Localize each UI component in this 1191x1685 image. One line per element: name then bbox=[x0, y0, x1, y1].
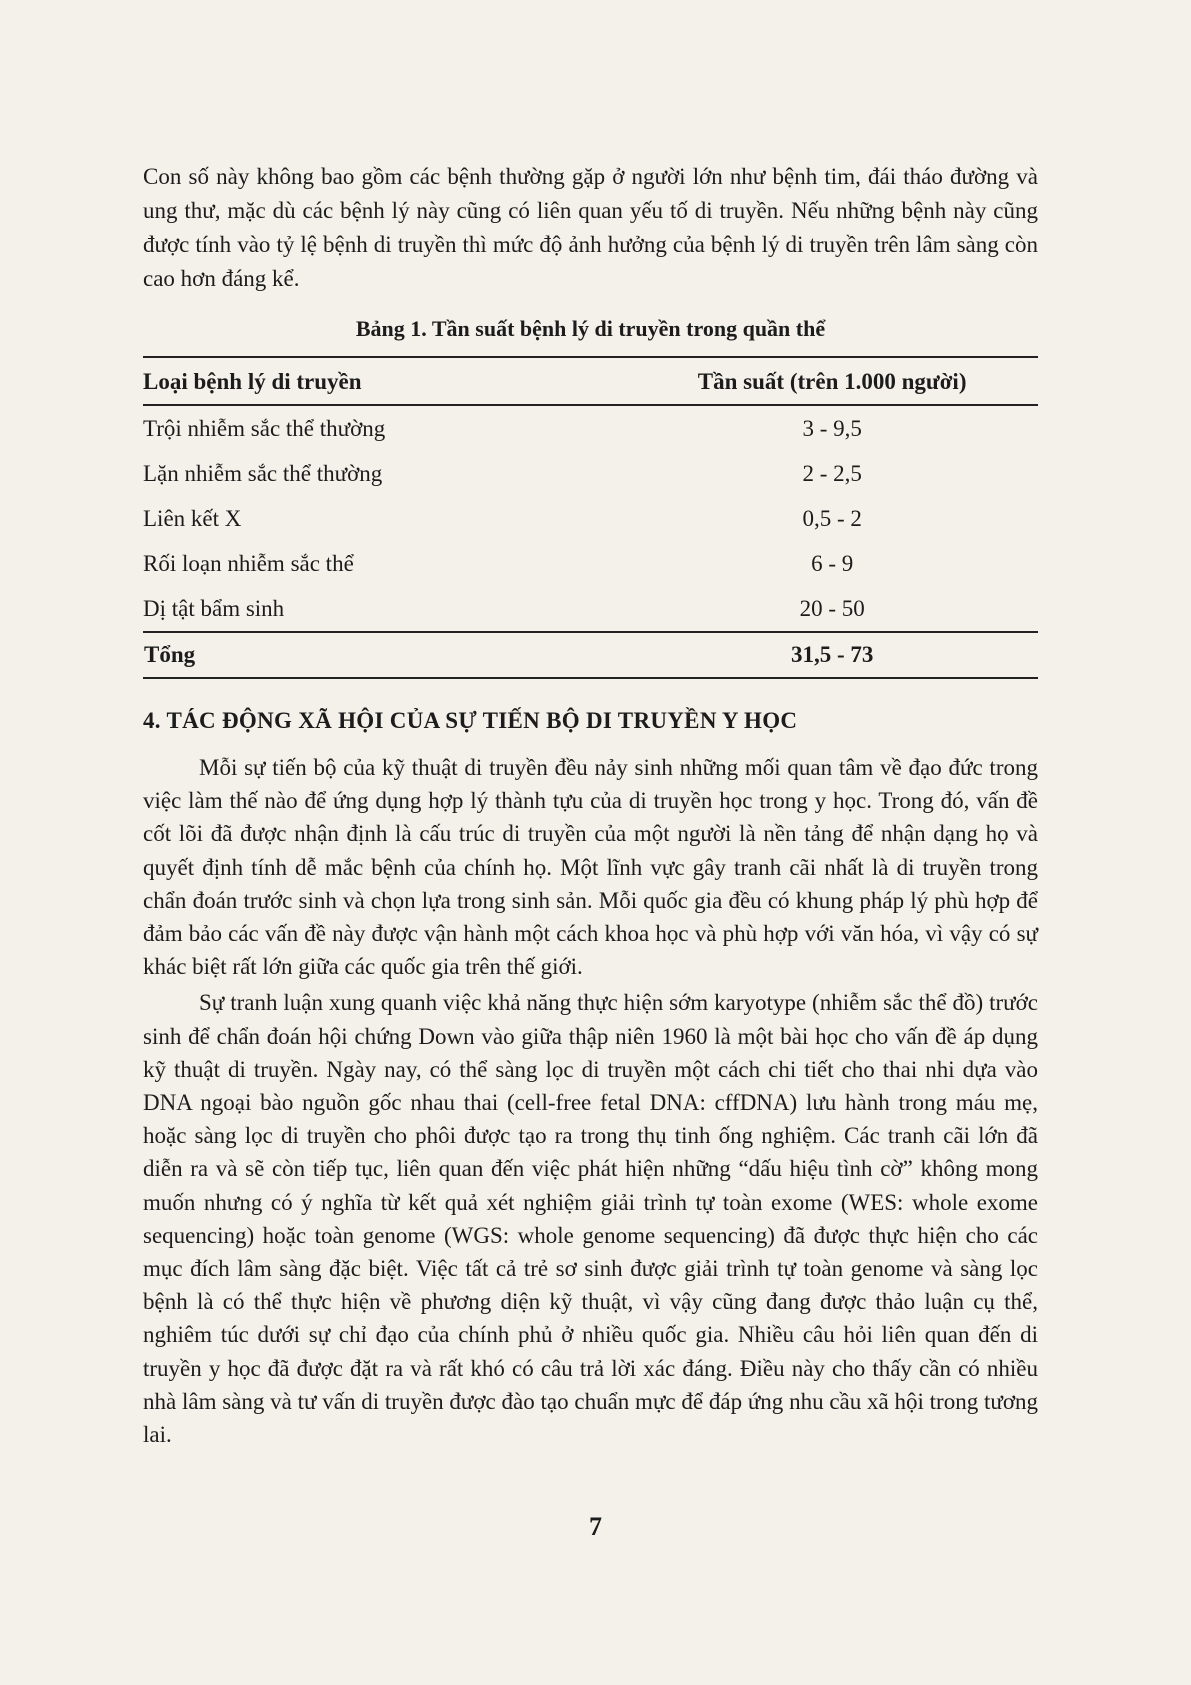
intro-paragraph: Con số này không bao gồm các bệnh thường gặp ở người lớn như bệnh tim, đái tháo đường và ung thư, mặc dù các bệnh lý này cũng có liên quan yếu tố di truyền. Nếu những bệnh này cũng được tính vào tỷ lệ bệnh di truyền thì mức độ ảnh hưởng của bệnh lý di truyền trên lâm sàng còn cao hơn đáng kể. bbox=[143, 164, 1038, 291]
total-value: 31,5 - 73 bbox=[626, 632, 1038, 678]
row-frequency: 2 - 2,5 bbox=[802, 460, 862, 486]
table-caption: Bảng 1. Tần suất bệnh lý di truyền trong quần thể bbox=[355, 316, 826, 341]
table-row bbox=[143, 496, 1038, 541]
header-frequency: Tần suất (trên 1.000 người) bbox=[626, 357, 1038, 405]
row-disease-type: Liên kết X bbox=[143, 505, 242, 531]
table-row bbox=[143, 451, 1038, 496]
row-frequency: 0,5 - 2 bbox=[802, 505, 862, 531]
total-label: Tổng bbox=[143, 632, 626, 678]
frequency-table bbox=[143, 356, 1038, 679]
page-number: 7 bbox=[589, 1512, 602, 1541]
table-total-row bbox=[143, 632, 1038, 678]
page-content bbox=[143, 160, 1038, 1454]
header-disease-type: Loại bệnh lý di truyền bbox=[143, 357, 626, 405]
row-disease-type: Dị tật bẩm sinh bbox=[143, 595, 285, 621]
table-header-row bbox=[143, 357, 1038, 405]
section-paragraph-1: Mỗi sự tiến bộ của kỹ thuật di truyền đều nảy sinh những mối quan tâm về đạo đức trong việc làm thế nào để ứng dụng hợp lý thành tựu của di truyền học trong y học. Trong đó, vấn đề cốt lõi đã được nhận định là cấu trúc di truyền của một người là nền tảng để nhận dạng họ và quyết định tính dễ mắc bệnh của chính họ. Một lĩnh vực gây tranh cãi nhất là di truyền trong chẩn đoán trước sinh và chọn lựa trong sinh sản. Mỗi quốc gia đều có khung pháp lý phù hợp để đảm bảo các vấn đề này được vận hành một cách khoa học và phù hợp với văn hóa, vì vậy có sự khác biệt rất lớn giữa các quốc gia trên thế giới. bbox=[143, 755, 1038, 980]
section-heading: 4. TÁC ĐỘNG XÃ HỘI CỦA SỰ TIẾN BỘ DI TRUYỀN Y HỌC bbox=[143, 708, 798, 733]
table-row bbox=[143, 405, 1038, 451]
table-row bbox=[143, 541, 1038, 586]
section-paragraph-2: Sự tranh luận xung quanh việc khả năng thực hiện sớm karyotype (nhiễm sắc thể đồ) trước sinh để chẩn đoán hội chứng Down vào giữa thập niên 1960 là một bài học cho vấn đề áp dụng kỹ thuật di truyền. Ngày nay, có thể sàng lọc di truyền một cách chi tiết cho thai nhi dựa vào DNA ngoại bào nguồn gốc nhau thai (cell-free fetal DNA: cffDNA) lưu hành trong máu mẹ, hoặc sàng lọc di truyền cho phôi được tạo ra trong thụ tinh ống nghiệm. Các tranh cãi lớn đã diễn ra và sẽ còn tiếp tục, liên quan đến việc phát hiện những “dấu hiệu tình cờ” không mong muốn nhưng có ý nghĩa từ kết quả xét nghiệm giải trình tự toàn exome (WES: whole exome sequencing) hoặc toàn genome (WGS: whole genome sequencing) đã được thực hiện cho các mục đích lâm sàng đặc biệt. Việc tất cả trẻ sơ sinh được giải trình tự toàn genome và sàng lọc bệnh là có thể thực hiện về phương diện kỹ thuật, vì vậy cũng đang được thảo luận cụ thể, nghiêm túc dưới sự chỉ đạo của chính phủ ở nhiều quốc gia. Nhiều câu hỏi liên quan đến di truyền y học đã được đặt ra và rất khó có câu trả lời xác đáng. Điều này cho thấy cần có nhiều nhà lâm sàng và tư vấn di truyền được đào tạo chuẩn mực để đáp ứng nhu cầu xã hội trong tương lai. bbox=[143, 990, 1038, 1448]
row-disease-type: Rối loạn nhiễm sắc thể bbox=[143, 550, 354, 576]
table-row bbox=[143, 586, 1038, 632]
row-frequency: 3 - 9,5 bbox=[802, 415, 862, 441]
row-disease-type: Lặn nhiễm sắc thể thường bbox=[143, 460, 383, 486]
row-frequency: 20 - 50 bbox=[799, 595, 865, 621]
row-disease-type: Trội nhiễm sắc thể thường bbox=[143, 415, 386, 441]
row-frequency: 6 - 9 bbox=[811, 550, 854, 576]
